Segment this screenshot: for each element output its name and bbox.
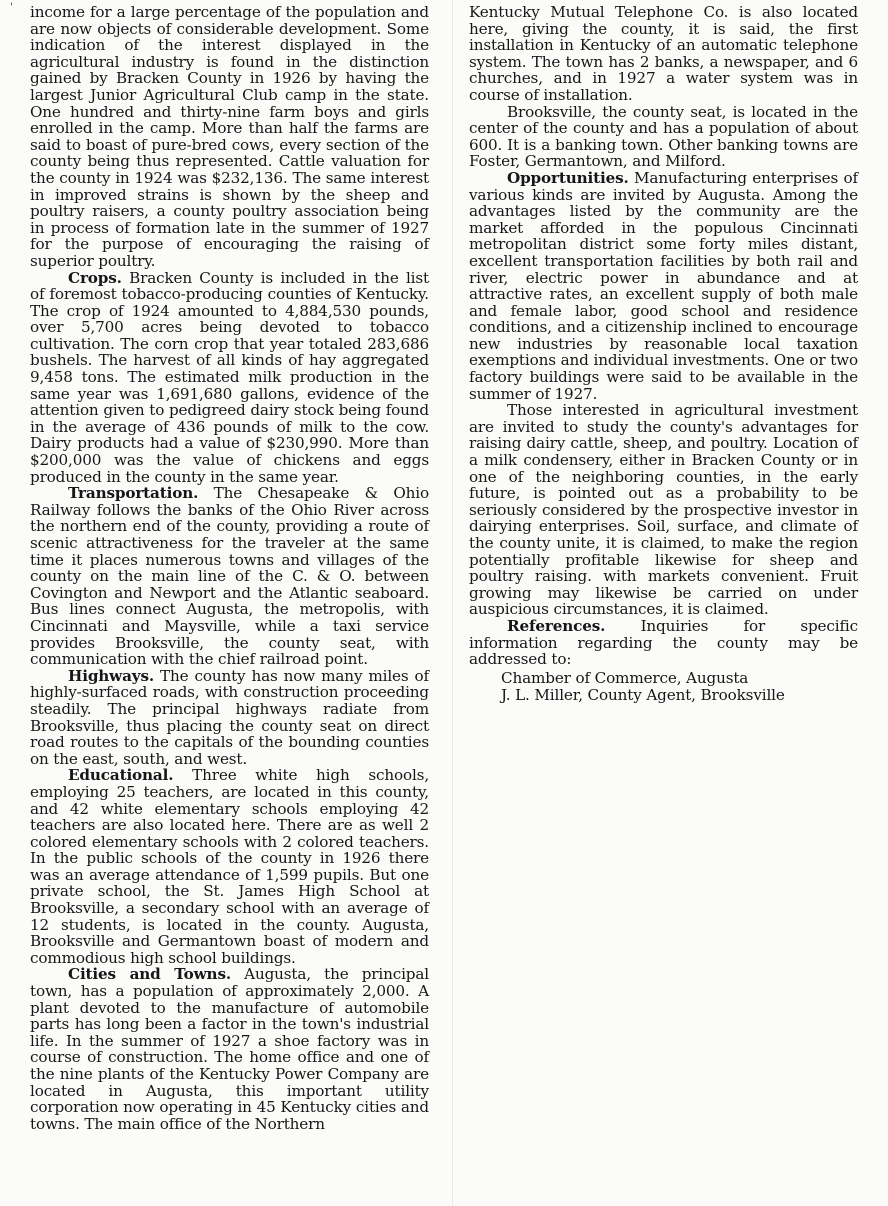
address-line: J. L. Miller, County Agent, Brooksville	[501, 685, 785, 704]
continued-paragraph: Kentucky Mutual Telephone Co. is also located here, giving the county, it is said, the first installation in Kentucky of an automatic telephone system. The town has 2 banks, a newspaper, and 6 churches, and in 1927 a water system was in course of installation.	[469, 3, 858, 104]
references-text: Inquiries for specific information regarding the county may be addressed to:	[469, 616, 858, 669]
highways-paragraph	[30, 668, 429, 768]
crops-text: Bracken County is included in the list of foremost tobacco-producing counties of Kentucky. The crop of 1924 amounted to 4,884,530 pounds, over 5,700 acres being devoted to tobacco cultivation. The corn crop that year totaled 283,686 bushels. The harvest of all kinds of hay aggregated 9,458 tons. The estimated milk production in the same year was 1,691,680 gallons, evidence of the attention given to pedigreed dairy stock being found in the average of 436 pounds of milk to the cow. Dairy products had a value of $230,990. More than $200,000 was the value of chickens and eggs produced in the county in the same year.	[30, 268, 429, 486]
opportunities-text: Manufacturing enterprises of various kinds are invited by Augusta. Among the advantages listed by the community are the market afforded in the populous Cincinnati metropolitan district some forty miles distant, excellent transportation facilities by both rail and river, electric power in abundance and at attractive rates, an excellent supply of both male and female labor, good school and residence conditions, and a citizenship inclined to encourage new industries by reasonable local taxation exemptions and individual investments. One or two factory buildings were said to be available in the summer of 1927.	[469, 168, 858, 403]
column-gutter	[452, 0, 453, 1206]
address-line: Chamber of Commerce, Augusta	[501, 668, 749, 687]
margin-mark: '	[10, 2, 13, 13]
address-list	[501, 670, 858, 704]
transportation-paragraph	[30, 485, 429, 668]
educational-heading: Educational.	[68, 766, 174, 785]
transportation-heading: Transportation.	[68, 484, 199, 503]
cities-text: Augusta, the principal town, has a population of approximately 2,000. A plant devoted to the manufacture of automobile parts has long been a factor in the town's industrial life. In the summer of 1927 a shoe factory was in course of construction. The home office and one of the nine plants of the Kentucky Power Company are located in Augusta, this important utility corporation now operating in 45 Kentucky cities and towns. The main office of the Northern	[30, 965, 429, 1133]
crops-heading: Crops.	[68, 268, 122, 287]
crops-paragraph	[30, 270, 429, 486]
opportunities-heading: Opportunities.	[507, 168, 629, 187]
transportation-text: The Chesapeake & Ohio Railway follows the banks of the Ohio River across the northern end of the county, providing a route of scenic attractiveness for the traveler at the same time it places numerous towns and villages of the county on the main line of the C. & O. between Covington and Newport and the Atlantic seaboard. Bus lines connect Augusta, the metropolis, with Cincinnati and Maysville, while a taxi service provides Brooksville, the county seat, with communication with the chief railroad point.	[30, 484, 429, 669]
references-heading: References.	[507, 616, 606, 635]
educational-paragraph	[30, 767, 429, 966]
right-column	[469, 4, 858, 704]
references-paragraph	[469, 618, 858, 668]
cities-paragraph	[30, 966, 429, 1132]
cities-heading: Cities and Towns.	[68, 965, 231, 984]
highways-heading: Highways.	[68, 666, 155, 685]
agricultural-paragraph: Those interested in agricultural investment are invited to study the county's advantages for raising dairy cattle, sheep, and poultry. Location of a milk condensery, either in Bracken County or in one of the neighboring counties, in the early future, is pointed out as a probability to be seriously considered by the prospective investor in dairying enterprises. Soil, surface, and climate of the county unite, it is claimed, to make the region potentially profitable likewise for sheep and poultry raising. with markets convenient. Fruit growing may likewise be carried on under auspicious circumstances, it is claimed.	[469, 401, 858, 619]
educational-text: Three white high schools, employing 25 teachers, are located in this county, and 42 white elementary schools employing 42 teachers are also located here. There are as well 2 colored elementary schools with 2 colored teachers. In the public schools of the county in 1926 there was an average attendance of 1,599 pupils. But one private school, the St. James High School at Brooksville, a secondary school with an average of 12 students, is located in the county. Augusta, Brooksville and Germantown boast of modern and commodious high school buildings.	[30, 766, 429, 967]
opportunities-paragraph	[469, 170, 858, 402]
intro-paragraph: income for a large percentage of the population and are now objects of considerable development. Some indication of the interest displayed in the agricultural industry is found in the distinction gained by Bracken County in 1926 by having the largest Junior Agricultural Club camp in the state. One hundred and thirty-nine farm boys and girls enrolled in the camp. More than half the farms are said to boast of pure-bred cows, every section of the county being thus represented. Cattle valuation for the county in 1924 was $232,136. The same interest in improved strains is shown by the sheep and poultry raisers, a county poultry association being in process of formation late in the summer of 1927 for the purpose of encouraging the raising of superior poultry.	[30, 3, 429, 270]
highways-text: The county has now many miles of highly-surfaced roads, with construction proceeding steadily. The principal highways radiate from Brooksville, thus placing the county seat on direct road routes to the capitals of the bounding counties on the east, south, and west.	[30, 666, 429, 768]
brooksville-paragraph: Brooksville, the county seat, is located in the center of the county and has a population of about 600. It is a banking town. Other banking towns are Foster, Germantown, and Milford.	[469, 102, 858, 171]
left-column	[30, 4, 429, 1132]
